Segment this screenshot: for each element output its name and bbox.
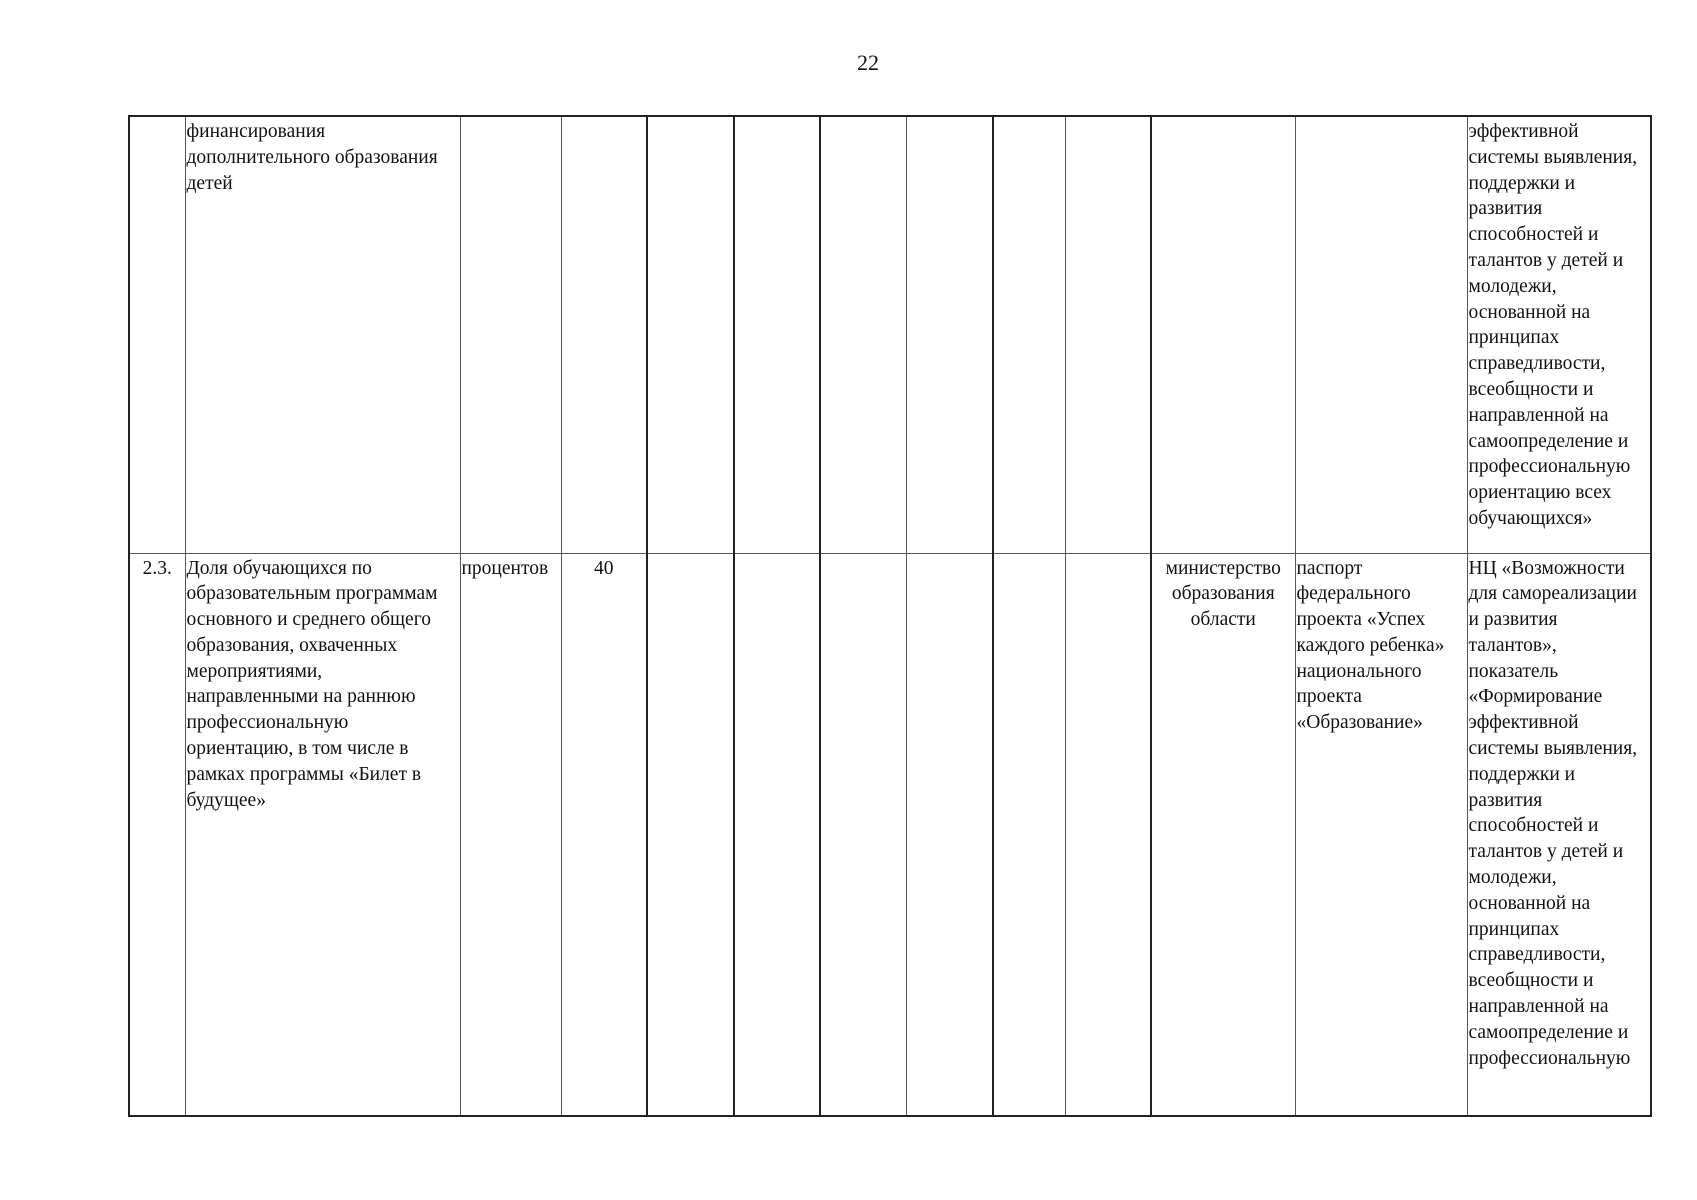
cell-indicator-name: Доля обучающихся по образовательным программам основного и среднего общего образования, охваченных мероприятиями, направленными на раннюю профессиональную ориентацию, в том числе в рамках программы «Билет в будущее» [185,553,460,1116]
table-row [129,116,1651,553]
cell-unit: процентов [460,553,561,1116]
cell-source [1295,116,1467,553]
cell-year-3 [820,553,906,1116]
cell-link: эффективной системы выявления, поддержки и развития способностей и талантов у детей и молодежи, основанной на принципах справедливости, всеобщности и направленной на самоопределение и профессиональную ориентацию всех обучающихся» [1467,116,1651,553]
cell-base-value [561,116,647,553]
cell-unit [460,116,561,553]
cell-year-5 [993,116,1065,553]
cell-year-1 [647,116,734,553]
cell-year-2 [734,553,820,1116]
cell-year-4 [906,553,993,1116]
cell-number: 2.3. [129,553,185,1116]
cell-number [129,116,185,553]
cell-base-value: 40 [561,553,647,1116]
cell-year-2 [734,116,820,553]
cell-source: паспорт федерального проекта «Успех каждого ребенка» национального проекта «Образование» [1295,553,1467,1116]
cell-link: НЦ «Возможности для самореализации и развития талантов», показатель «Формирование эффективной системы выявления, поддержки и развития способностей и талантов у детей и молодежи, основанной на принципах справедливости, всеобщности и направленной на самоопределение и профессиональную [1467,553,1651,1116]
cell-year-5 [993,553,1065,1116]
cell-indicator-name: финансирования дополнительного образования детей [185,116,460,553]
table-row [129,553,1651,1116]
cell-responsible [1151,116,1295,553]
cell-responsible: министерство образования области [1151,553,1295,1116]
cell-year-1 [647,553,734,1116]
cell-year-6 [1065,553,1151,1116]
cell-year-4 [906,116,993,553]
cell-year-3 [820,116,906,553]
page-number: 22 [857,50,879,75]
indicators-table [128,115,1652,1117]
cell-year-6 [1065,116,1151,553]
